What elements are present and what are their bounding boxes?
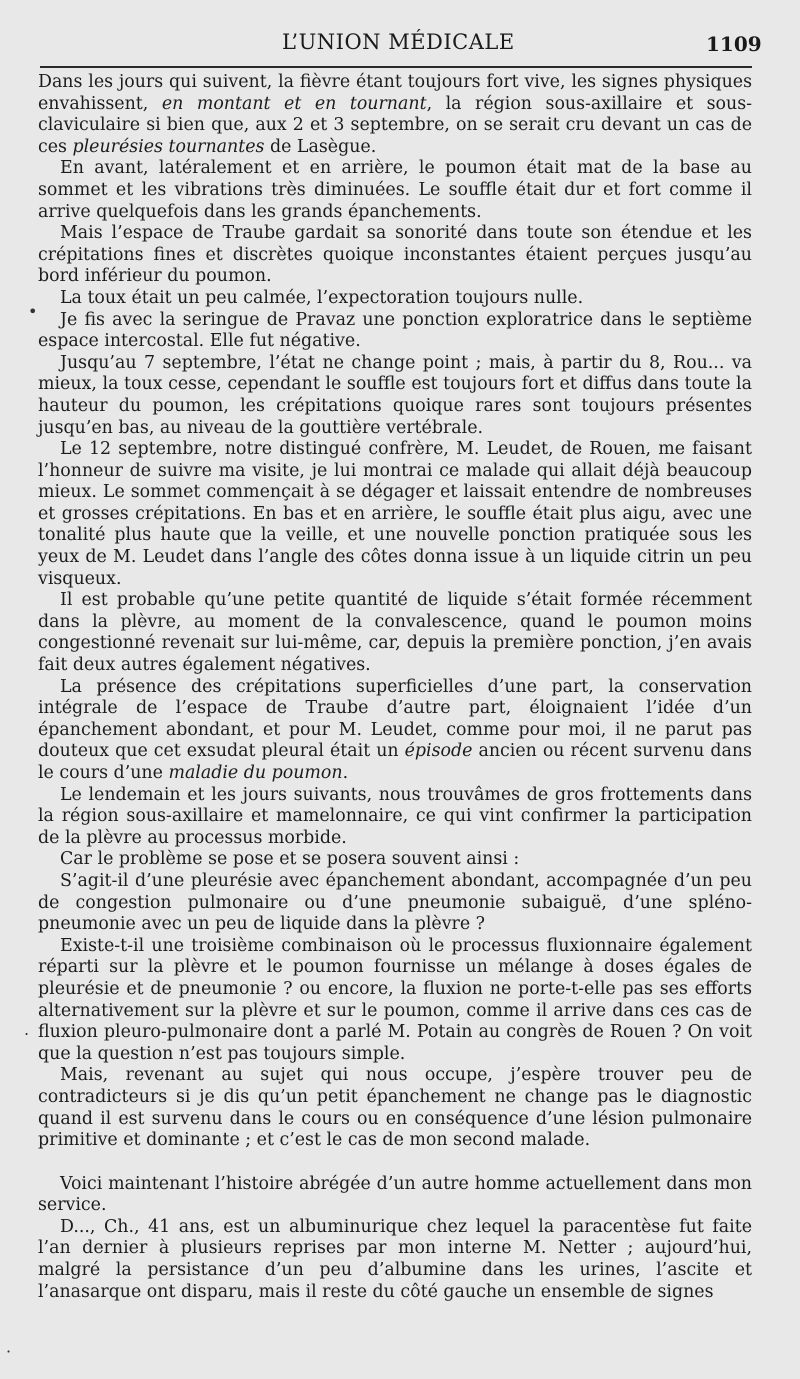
page-number: 1109 — [706, 32, 762, 56]
paragraph: Mais l’espace de Traube gardait sa sonorité dans toute son étendue et les crépitations fines et discrètes quoique inconstantes étaient perçues jusqu’au bord inférieur du poumon. — [38, 223, 752, 287]
paragraph: D..., Ch., 41 ans, est un albuminurique chez lequel la paracentèse fut faite l’an dernier à plusieurs reprises par mon interne M. Netter ; aujourd’hui, malgré la persistance d’un peu d’albumine dans les urines, l’ascite et l’anasarque ont disparu, mais il reste du côté gauche un ensemble de signes — [38, 1216, 752, 1302]
paragraph: En avant, latéralement et en arrière, le poumon était mat de la base au sommet et les vibrations très diminuées. Le souffle était dur et fort comme il arrive quelquefois dans les grands épanchements. — [38, 158, 752, 222]
paragraph: Voici maintenant l’histoire abrégée d’un autre homme actuellement dans mon service. — [38, 1173, 752, 1216]
page-header — [0, 26, 800, 58]
paragraph: Le 12 septembre, notre distingué confrère, M. Leudet, de Rouen, me faisant l’honneur de suivre ma visite, je lui montrai ce malade qui allait déjà beaucoup mieux. Le sommet commençait à se dégager et laissait entendre de nombreuses et grosses crépitations. En bas et en arrière, le souffle était plus aigu, avec une tonalité plus haute que la veille, et une nouvelle ponction pratiquée sous les yeux de M. Leudet dans l’angle des côtes donna issue à un liquide citrin un peu visqueux. — [38, 439, 752, 589]
paragraph: Dans les jours qui suivent, la fièvre étant toujours fort vive, les signes physiques envahissent, en montant et en tournant, la région sous-axillaire et sous-claviculaire si bien que, aux 2 et 3 septembre, on se serait cru devant un cas de ces pleurésies tournantes de Lasègue. — [38, 72, 752, 157]
paragraph: Il est probable qu’une petite quantité de liquide s’était formée récemment dans la plèvre, au moment de la convalescence, quand le poumon moins congestionné revenait sur lui-même, car, depuis la première ponction, j’en avais fait deux autres également négatives. — [38, 590, 752, 676]
paragraph: Car le problème se pose et se posera souvent ainsi : — [60, 849, 520, 870]
header-rule — [40, 66, 752, 68]
margin-dot-mark: . — [24, 1020, 30, 1039]
margin-bullet-mark: • — [28, 302, 38, 321]
paragraph: Jusqu’au 7 septembre, l’état ne change point ; mais, à partir du 8, Rou... va mieux, la toux cesse, cependant le souffle est toujours fort et diffus dans toute la hauteur du poumon, les crépitations quoique rares sont toujours présentes jusqu’en bas, au niveau de la gouttière vertébrale. — [38, 352, 752, 438]
paragraph: La présence des crépitations superficielles d’une part, la conservation intégrale de l’espace de Traube d’autre part, éloignaient l’idée d’un épanchement abondant, et pour M. Leudet, comme pour moi, il ne parut pas douteux que cet exsudat pleural était un épisode ancien ou récent survenu dans le cours d’une maladie du poumon. — [38, 676, 752, 783]
paragraph: La toux était un peu calmée, l’expectoration toujours nulle. — [60, 287, 584, 308]
paragraph: S’agit-il d’une pleurésie avec épanchement abondant, accompagnée d’un peu de congestion pulmonaire ou d’une pneumonie subaiguë, d’une spléno-pneumonie avec un peu de liquide dans la plèvre ? — [38, 870, 752, 935]
paragraph: Le lendemain et les jours suivants, nous trouvâmes de gros frottements dans la région sous-axillaire et mamelonnaire, ce qui vint confirmer la participation de la plèvre au processus morbide. — [38, 784, 752, 848]
paragraph: Existe-t-il une troisième combinaison où le processus fluxionnaire également réparti sur la plèvre et le poumon fournisse un mélange à doses égales de pleurésie et de pneumonie ? ou encore, la fluxion ne porte-t-elle pas ses efforts alternativement sur la plèvre et sur le poumon, comme il arrive dans ces cas de fluxion pleuro-pulmonaire dont a parlé M. Potain au congrès de Rouen ? On voit que la question n’est pas toujours simple. — [38, 935, 752, 1064]
paragraph: Je fis avec la seringue de Pravaz une ponction exploratrice dans le septième espace intercostal. Elle fut négative. — [38, 309, 752, 352]
article-body — [38, 72, 752, 1303]
paragraph: Mais, revenant au sujet qui nous occupe, j’espère trouver peu de contradicteurs si je dis qu’un petit épanchement ne change pas le diagnostic quand il est survenu dans le cours ou en conséquence d’une lésion pulmonaire primitive et dominante ; et c’est le cas de mon second malade. — [38, 1065, 752, 1151]
margin-dot-mark: · — [6, 1342, 12, 1361]
running-title: L’UNION MÉDICALE — [282, 30, 515, 54]
